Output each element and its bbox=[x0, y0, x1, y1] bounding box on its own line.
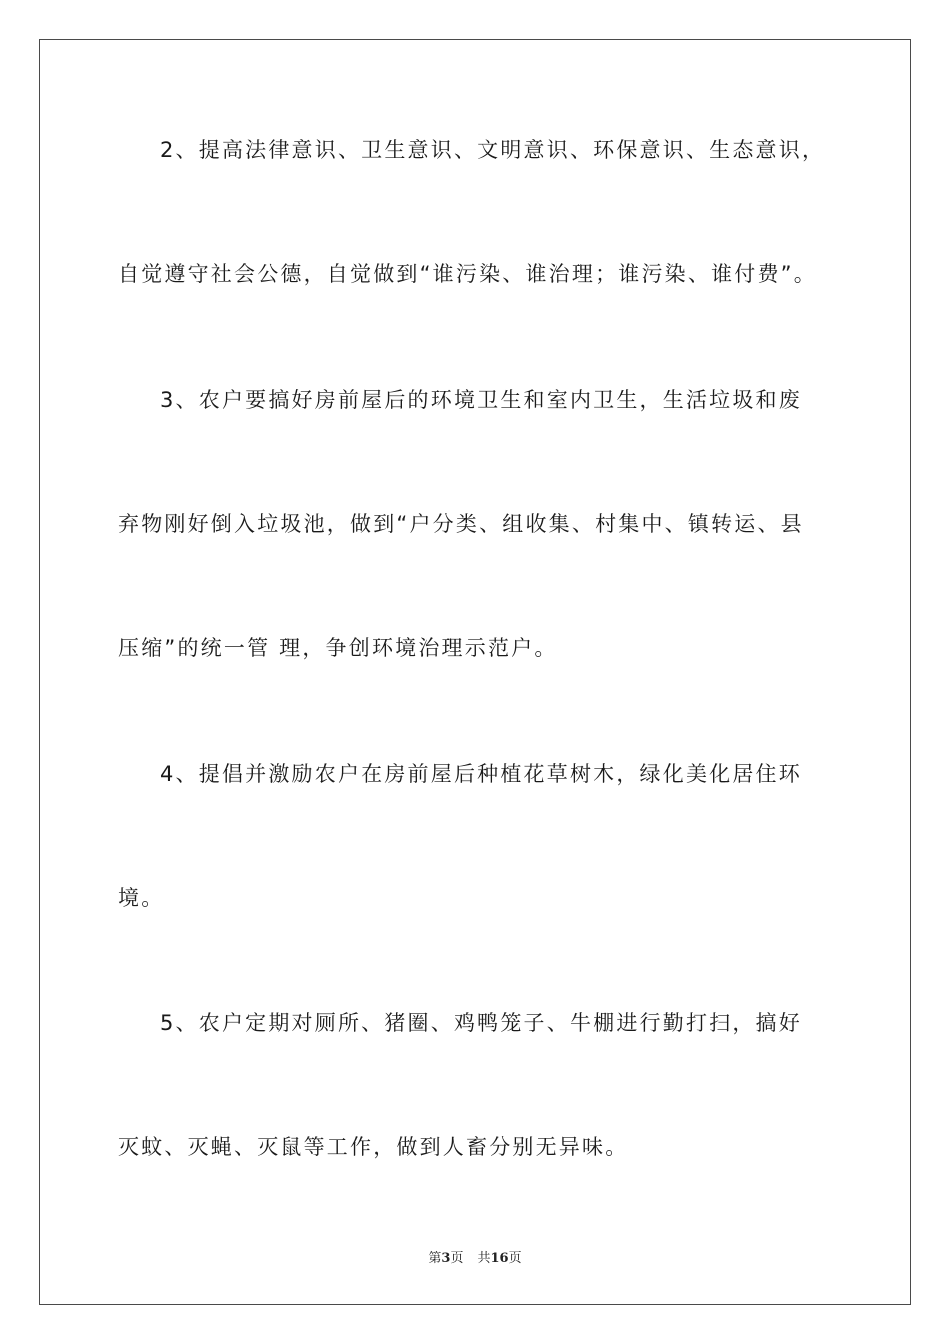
paragraph-5-line-1: 5、农户定期对厕所、猪圈、鸡鸭笼子、牛棚进行勤打扫，搞好 bbox=[160, 1011, 802, 1035]
paragraph-2-line-2: 自觉遵守社会公德，自觉做到“谁污染、谁治理；谁污染、谁付费”。 bbox=[118, 262, 817, 286]
footer-page-prefix: 第 bbox=[428, 1251, 442, 1266]
paragraph-3-line-1: 3、农户要搞好房前屋后的环境卫生和室内卫生，生活垃圾和废 bbox=[160, 388, 802, 412]
paragraph-3-line-3: 压缩”的统一管 理，争创环境治理示范户。 bbox=[118, 636, 558, 660]
paragraph-5-line-2: 灭蚊、灭蝇、灭鼠等工作，做到人畜分别无异味。 bbox=[118, 1135, 629, 1159]
footer-total-suffix: 页 bbox=[508, 1251, 522, 1266]
paragraph-4-line-2: 境。 bbox=[118, 886, 165, 910]
paragraph-4-line-1: 4、提倡并激励农户在房前屋后种植花草树木，绿化美化居住环 bbox=[160, 762, 802, 786]
footer-total-prefix: 共 bbox=[477, 1251, 491, 1266]
footer-total-pages: 16 bbox=[490, 1251, 509, 1266]
page-footer bbox=[0, 1247, 950, 1266]
page-border bbox=[39, 39, 911, 1305]
footer-page-number: 3 bbox=[441, 1251, 451, 1266]
paragraph-3-line-2: 弃物刚好倒入垃圾池，做到“户分类、组收集、村集中、镇转运、县 bbox=[118, 512, 804, 536]
footer-page-suffix: 页 bbox=[450, 1251, 464, 1266]
paragraph-2-line-1: 2、提高法律意识、卫生意识、文明意识、环保意识、生态意识， bbox=[160, 138, 826, 162]
